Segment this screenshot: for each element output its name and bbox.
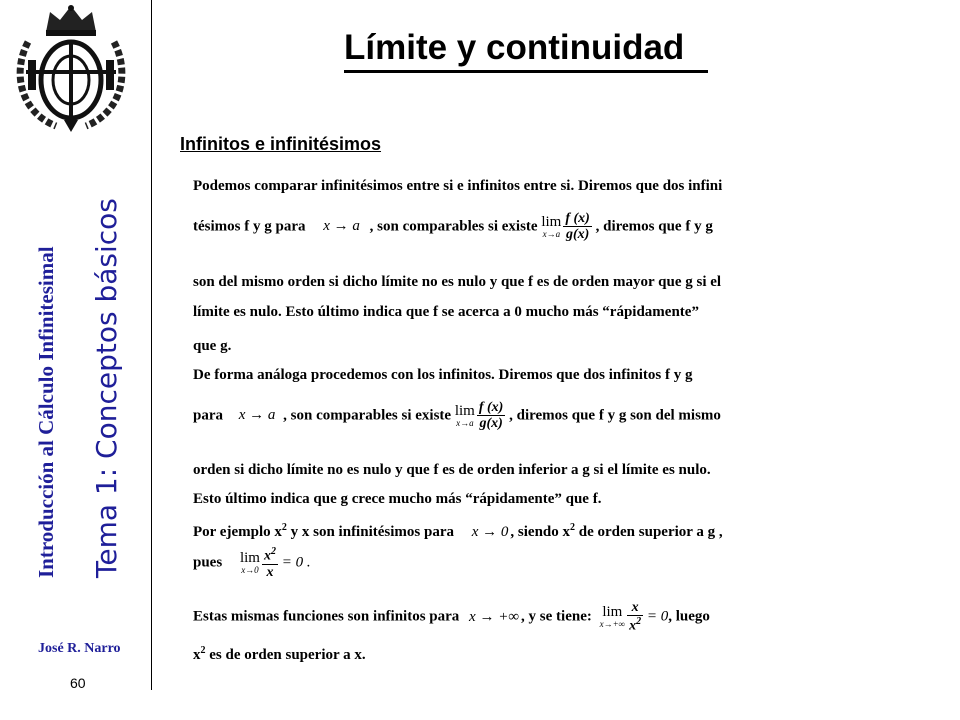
text-span: , luego	[668, 608, 710, 625]
fraction	[262, 546, 278, 580]
slide-title: Límite y continuidad	[344, 28, 685, 67]
title-underline	[344, 70, 708, 73]
text-line	[193, 522, 723, 541]
fraction	[627, 600, 643, 634]
superscript: 2	[636, 616, 642, 628]
lim-subscript: x→a	[542, 228, 561, 239]
numerator: f (x)	[478, 400, 504, 415]
math-expression: x → a	[323, 218, 360, 235]
text-span: , diremos que f y g son del mismo	[509, 407, 721, 424]
text-line: De forma análoga procedemos con los infinitos. Diremos que dos infinitos f y g	[193, 367, 693, 383]
math-expression: = 0	[646, 608, 669, 625]
sidebar-divider	[151, 0, 152, 690]
author-name: José R. Narro	[38, 641, 121, 656]
limit-operator	[240, 551, 260, 575]
math-expression: x → 0	[471, 524, 509, 540]
denominator: g(x)	[479, 416, 503, 432]
lim-word: lim	[454, 402, 475, 419]
text-span: Por ejemplo x	[193, 524, 282, 540]
math-expression: x → +∞	[469, 608, 520, 625]
text-line: Podemos comparar infinitésimos entre si e infinitos entre si. Diremos que dos infini	[193, 178, 723, 194]
text-span: para	[193, 407, 223, 424]
numerator	[262, 546, 278, 565]
text-line	[193, 600, 710, 634]
lim-subscript: x→a	[456, 417, 474, 428]
text-line	[193, 546, 311, 580]
lim-word: lim	[541, 213, 562, 230]
text-span: , diremos que f y g	[595, 218, 713, 235]
denominator: x	[266, 565, 274, 581]
superscript: 2	[270, 546, 276, 557]
superscript: 2	[200, 645, 206, 656]
text-span: , siendo x	[510, 524, 571, 540]
math-expression: x → a	[238, 407, 276, 424]
text-span: y x son infinitésimos para	[286, 524, 454, 540]
text-span: de orden superior a g ,	[575, 524, 723, 540]
topic-title: Tema 1: Conceptos básicos	[90, 198, 123, 578]
denominator: g(x)	[565, 227, 590, 243]
fraction	[563, 211, 592, 243]
text-line: límite es nulo. Esto último indica que f se acerca a 0 mucho más “rápidamente”	[193, 304, 699, 320]
lim-word: lim	[239, 550, 260, 567]
text-span: es de orden superior a x.	[205, 647, 366, 663]
text-span: Estas mismas funciones son infinitos para	[193, 608, 460, 625]
university-crest-icon	[6, 2, 136, 134]
denominator-base: x	[629, 619, 637, 635]
text-line: son del mismo orden si dicho límite no es nulo y que f es de orden mayor que g si el	[193, 274, 722, 290]
limit-operator	[600, 605, 625, 629]
page-number: 60	[70, 675, 86, 691]
numerator: x	[627, 600, 643, 616]
fraction	[477, 400, 506, 432]
text-line	[193, 400, 721, 432]
text-span: tésimos f y g para	[193, 218, 306, 235]
text-line: que g.	[193, 338, 232, 354]
sidebar	[0, 0, 152, 690]
text-span: , son comparables si existe	[369, 218, 538, 235]
text-line	[193, 211, 713, 243]
text-span: , y se tiene:	[521, 608, 592, 625]
text-span: pues	[193, 554, 223, 571]
numerator: f (x)	[565, 211, 590, 226]
limit-operator	[541, 215, 561, 239]
text-span: x	[193, 647, 201, 663]
text-line	[193, 645, 366, 664]
denominator	[627, 616, 643, 634]
superscript: 2	[281, 522, 287, 533]
slide-subtitle: Infinitos e infinitésimos	[180, 134, 382, 154]
lim-subscript: x→0	[241, 565, 259, 576]
text-span: , son comparables si existe	[283, 407, 452, 424]
superscript: 2	[570, 522, 576, 533]
limit-operator	[455, 404, 475, 428]
lim-word: lim	[602, 604, 623, 621]
math-expression: = 0 .	[281, 554, 311, 571]
text-line: orden si dicho límite no es nulo y que f es de orden inferior a g si el límite es nulo.	[193, 462, 711, 478]
lim-subscript: x→+∞	[599, 619, 626, 630]
course-title: Introducción al Cálculo Infinitesimal	[34, 246, 58, 578]
text-line: Esto último indica que g crece mucho más “rápidamente” que f.	[193, 491, 602, 507]
numerator-base: x	[263, 548, 271, 564]
